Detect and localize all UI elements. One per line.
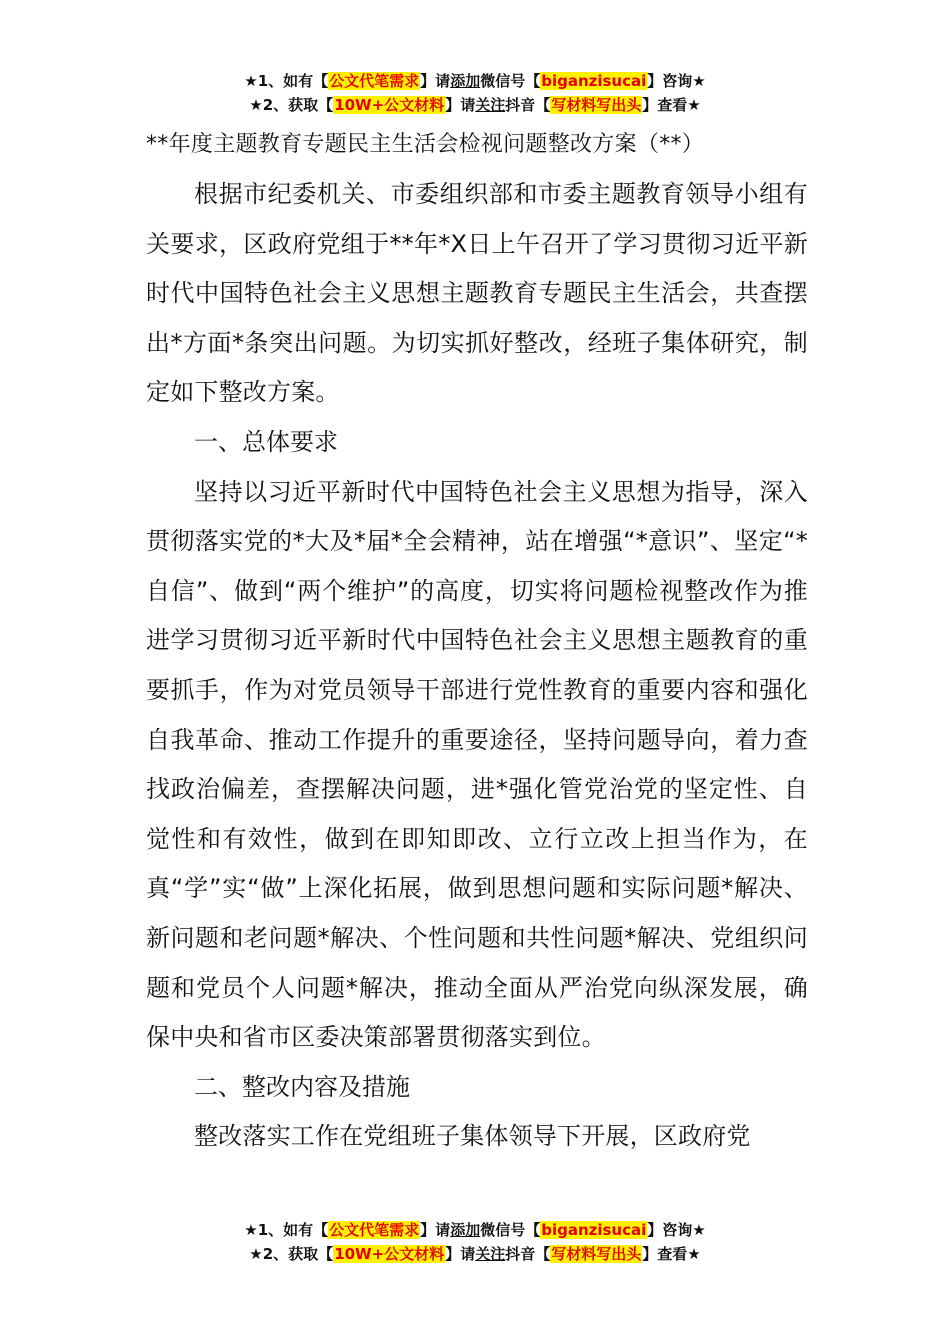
highlight-ghostwriting: 公文代笔需求 [329,72,420,90]
promo-line-2: ★2、获取【10W+公文材料】请关注抖音【写材料写出头】查看★ [249,96,701,114]
underline-follow: 关注 [475,1245,506,1263]
promo-line-1: ★1、如有【公文代笔需求】请添加微信号【biganzisucai】咨询★ [244,72,706,90]
document-title: **年度主题教育专题民主生活会检视问题整改方案（**） [146,132,705,157]
section-1-paragraph: 坚持以习近平新时代中国特色社会主义思想为指导，深入贯彻落实党的*大及*届*全会精神，站在增强“*意识”、坚定“*自信”、做到“两个维护”的高度，切实将问题检视整改作为推进学习贯彻习近平新时代中国特色社会主义思想主题教育的重要抓手，作为对党员领导干部进行党性教育的重要内容和强化自我革命、推动工作提升的重要途径，坚持问题导向，着力查找政治偏差，查摆解决问题，进*强化管党治党的坚定性、自觉性和有效性，做到在即知即改、立行立改上担当作为，在真“学”实“做”上深化拓展，做到思想问题和实际问题*解决、新问题和老问题*解决、个性问题和共性问题*解决、党组织问题和党员个人问题*解决，推动全面从严治党向纵深发展，确保中央和省市区委决策部署贯彻落实到位。 [146,477,808,1052]
section-1-heading: 一、总体要求 [194,427,338,456]
underline-add: 添加 [450,72,481,90]
promo-banner-top [0,69,950,117]
intro-paragraph: 根据市纪委机关、市委组织部和市委主题教育领导小组有关要求，区政府党组于**年*X日上午召开了学习贯彻习近平新时代中国特色社会主义思想主题教育专题民主生活会，共查摆出*方面*条突出问题。为切实抓好整改，经班子集体研究，制定如下整改方案。 [146,180,808,407]
document-body [146,124,808,1162]
promo-line-2: ★2、获取【10W+公文材料】请关注抖音【写材料写出头】查看★ [249,1245,701,1263]
promo-line-1: ★1、如有【公文代笔需求】请添加微信号【biganzisucai】咨询★ [244,1221,706,1239]
highlight-wechat-id: biganzisucai [541,72,647,90]
highlight-douyin: 写材料写出头 [551,96,642,114]
highlight-wechat-id: biganzisucai [541,1221,647,1239]
section-2-paragraph: 整改落实工作在党组班子集体领导下开展，区政府党 [194,1122,751,1151]
highlight-materials: 10W+公文材料 [334,96,445,114]
highlight-ghostwriting: 公文代笔需求 [329,1221,420,1239]
underline-add: 添加 [450,1221,481,1239]
highlight-materials: 10W+公文材料 [334,1245,445,1263]
highlight-douyin: 写材料写出头 [551,1245,642,1263]
promo-banner-bottom [0,1218,950,1266]
underline-follow: 关注 [475,96,506,114]
section-2-heading: 二、整改内容及措施 [194,1072,410,1101]
